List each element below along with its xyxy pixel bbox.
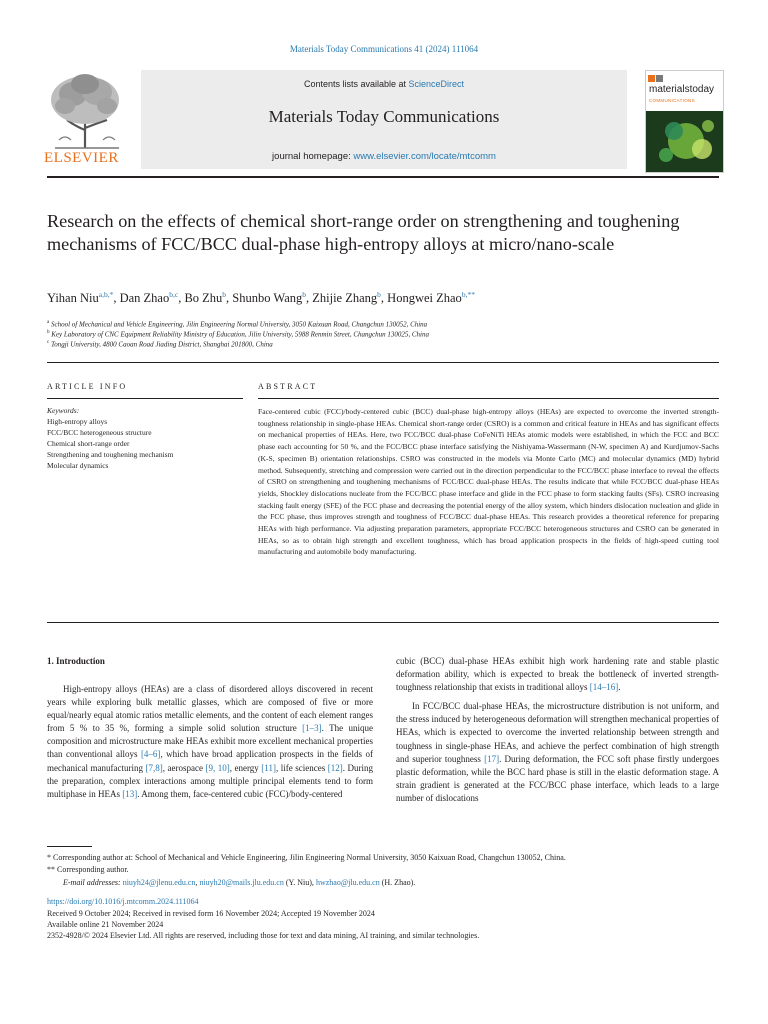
email-separator: ,: [195, 878, 200, 887]
citation-link[interactable]: [12]: [327, 762, 343, 773]
journal-cover-thumbnail[interactable]: [645, 70, 724, 173]
citation-link[interactable]: [9, 10]: [205, 762, 230, 773]
affiliation-marker: a: [47, 320, 50, 325]
author-affiliation-marker[interactable]: b: [222, 290, 227, 299]
intro-paragraph: [396, 700, 719, 805]
citation-link[interactable]: [7,8]: [145, 762, 163, 773]
cover-title: [649, 85, 714, 95]
cover-subtitle: COMMUNICATIONS: [649, 98, 695, 103]
body-text: , energy: [229, 762, 262, 773]
affiliation-text: Tongji University, 4800 Caoan Road Jiading District, Shanghai 201800, China: [50, 340, 273, 349]
journal-citation[interactable]: Materials Today Communications 41 (2024) 111064: [289, 44, 479, 54]
citation-link[interactable]: [17]: [484, 753, 500, 764]
copyright-line: 2352-4928/© 2024 Elsevier Ltd. All rights are reserved, including those for text and data mining, AI training, and similar technologies.: [47, 931, 480, 940]
author-affiliation-marker[interactable]: b,c: [169, 290, 179, 299]
keyword-item: High-entropy alloys: [47, 417, 108, 426]
author-affiliation-marker[interactable]: b,**: [461, 290, 475, 299]
author-name: Shunbo Wang: [232, 291, 303, 306]
affiliation-b: [47, 330, 429, 338]
elsevier-tree-icon: [45, 70, 129, 150]
author-list: Yihan Niu$^{a,b,*}$, Dan Zhao$^{b,c}$, Bo Zhu$^b$, Shunbo Wang$^b$, Zhijie Zhang$^b$, Hongwei Zhao$^{b,**}$: [47, 290, 475, 306]
affiliation-a: [47, 320, 427, 328]
affiliation-marker: c: [47, 340, 50, 345]
body-text: High-entropy alloys (HEAs) are a class of disordered alloys discovered in recent years while exploring bulk metallic glasses, which are composed of five or more equal/nearly equal atomic ratios metallic elements, and the content of each element ranges from 5 % to 35 %, forming a simple solid solution structure: [47, 684, 373, 734]
doi-link[interactable]: https://doi.org/10.1016/j.mtcomm.2024.111064: [47, 897, 199, 906]
keyword-item: FCC/BCC heterogeneous structure: [47, 428, 152, 437]
author-name: Yihan Niu: [47, 291, 99, 306]
citation-link[interactable]: [11]: [261, 762, 276, 773]
body-text: cubic (BCC) dual-phase HEAs exhibit high work hardening rate and stable plastic deformation ability, which is expected to break the bottleneck of inverted strength-toughness relationship that exists in traditional alloys: [396, 656, 719, 693]
author-name: Dan Zhao: [119, 291, 170, 306]
keyword-item: Molecular dynamics: [47, 461, 109, 470]
intro-paragraph: [396, 655, 719, 694]
keyword-item: Strengthening and toughening mechanism: [47, 450, 174, 459]
author-affiliation-marker[interactable]: b: [377, 290, 381, 299]
citation-link[interactable]: [14–16]: [589, 682, 619, 693]
body-text: , which have broad application prospects in the fields of mechanical manufacturing: [47, 749, 373, 773]
cover-title-1: materials: [649, 84, 690, 95]
sciencedirect-link[interactable]: ScienceDirect: [408, 79, 465, 89]
corresponding-author-note-2: ** Corresponding author.: [47, 865, 129, 874]
body-column-right: [396, 655, 719, 805]
contents-prefix: Contents lists available at: [303, 79, 409, 89]
affiliation-text: Key Laboratory of CNC Equipment Reliability Ministry of Education, Jilin University, 5988 Renmin Street, Changchun 130025, China: [51, 330, 429, 339]
author-affiliation-marker[interactable]: b: [302, 290, 306, 299]
body-text: . The unique composition and microstructure make HEAs exhibit more excellent mechanical properties than conventional alloys: [47, 723, 373, 760]
author-name: Hongwei Zhao: [387, 291, 462, 306]
author-affiliation-marker[interactable]: a,b,*: [98, 290, 114, 299]
journal-name: Materials Today Communications: [268, 107, 500, 126]
body-text: .: [618, 682, 621, 693]
header-rule: [47, 176, 719, 178]
homepage-prefix: journal homepage:: [272, 151, 354, 162]
keywords-label: Keywords:: [47, 406, 80, 415]
elsevier-wordmark: ELSEVIER: [44, 150, 119, 166]
affiliation-marker: b: [47, 330, 50, 335]
introduction-heading: 1. Introduction: [47, 656, 105, 666]
available-online: Available online 21 November 2024: [47, 920, 164, 929]
body-text: . Among them, face-centered cubic (FCC)/body-centered: [137, 788, 343, 799]
email-link[interactable]: niuyh24@jlenu.edu.cn: [122, 878, 196, 887]
email-addresses: [63, 878, 415, 887]
keyword-item: Chemical short-range order: [47, 439, 130, 448]
contents-line: [141, 79, 627, 89]
email-label: E-mail addresses:: [63, 878, 123, 887]
citation-link[interactable]: [1–3]: [302, 723, 322, 734]
citation-link[interactable]: [13]: [122, 788, 138, 799]
body-text: , life sciences: [275, 762, 328, 773]
intro-paragraph: [47, 683, 373, 801]
affiliation-text: School of Mechanical and Vehicle Engineering, Jilin Engineering Normal University, 3050 Kaixuan Road, Changchun 130052, China: [50, 320, 428, 329]
author-name: Zhijie Zhang: [312, 291, 378, 306]
email-owner: (H. Zhao).: [379, 878, 416, 887]
homepage-link[interactable]: www.elsevier.com/locate/mtcomm: [353, 151, 496, 162]
corresponding-author-note: * Corresponding author at: School of Mechanical and Vehicle Engineering, Jilin Engineering Normal University, 3050 Kaixuan Road, Changchun 130052, China.: [47, 853, 566, 862]
author-name: Bo Zhu: [184, 291, 223, 306]
citation-link[interactable]: [4–6]: [140, 749, 161, 760]
body-column-left: [47, 683, 373, 801]
body-text: In FCC/BCC dual-phase HEAs, the microstructure distribution is not uniform, and the stress induced by heterogeneous deformation will strengthen mechanical properties of HEAs, which is expected to overcome the inverted relationship between strength and toughness in single-phase HEAs, and achieve the perfect combination of high strength and superior toughness: [396, 701, 719, 764]
cover-title-2: today: [689, 84, 715, 95]
homepage-line: [141, 151, 627, 162]
article-title: Research on the effects of chemical short-range order on strengthening and toughening mechanisms of FCC/BCC dual-phase high-entropy alloys at micro/nano-scale: [47, 211, 680, 254]
abstract-body: Face-centered cubic (FCC)/body-centered cubic (BCC) dual-phase high-entropy alloys (HEAs) are expected to overcome the inverted strength-toughness relationship in single-phase HEAs. Chemical short-range order (CSRO) is a common and critical feature in HEAs and has significant effects on mechanical properties of HEAs. Here, two FCC/BCC dual-phase CoFeNiTi HEAs atomic models were established, in which the FCC and BCC phase each accounting for 50 %, and the FCC/BCC phase interface satisfying the Nishiyama-Wassermann (N-W, specimen A) and Kurdjumov-Sachs (K-S, specimen B) orientation relationships. CSRO was constructed in the models via Monte Carlo (MC) and molecular dynamics (MD) hybrid method. Subsequently, stretching and compression were carried out in the direction perpendicular to the FCC/BCC phase interface to reveal the effects of CSRO on strengthening and toughening mechanisms of FCC/BCC dual-phase HEAs. The results indicate that while FCC/BCC dual-phase HEAs yields, Shockley dislocations nucleate from the FCC/BCC phase interface and glide in the FCC phase to form stacking faults (SFs). CSRO increasing stacking fault energy (SFE) of the FCC phase and decreasing the potential energy of the alloy system, which hinders dislocation nucleation and glide in the FCC phase, thus improves strength and toughness of FCC/BCC dual-phase HEAs. This research provides a theoretical reference for preparing HEAs with high performance. Via adjusting preparation parameters, appropriate FCC/BCC heterogeneous structures and CSRO can be generated in HEAs, so as to obtain high strength and excellent toughness, which has broad application prospects in the fields of high-speed cutting tool manufacturing and automobile body manufacturing.: [258, 407, 719, 557]
body-text: , aerospace: [162, 762, 206, 773]
article-info-heading: ARTICLE INFO: [47, 382, 128, 391]
abstract-end-rule: [47, 622, 719, 623]
section-rule: [47, 362, 719, 363]
email-link[interactable]: niuyh20@mails.jlu.edu.cn: [199, 878, 284, 887]
abstract-rule: [258, 398, 719, 399]
affiliation-c: [47, 340, 273, 348]
body-text: . During the preparation, complex interactions among multiple principal elements tend to form multiphase in HEAs: [47, 762, 373, 799]
email-owner: (Y. Niu),: [283, 878, 316, 887]
footnote-rule: [47, 846, 92, 847]
received-dates: Received 9 October 2024; Received in revised form 16 November 2024; Accepted 19 November 2024: [47, 909, 375, 918]
email-link[interactable]: hwzhao@jlu.edu.cn: [315, 878, 380, 887]
article-info-rule: [47, 398, 243, 399]
body-text: . During deformation, the FCC soft phase firstly undergoes plastic deformation, while the BCC hard phase is still in the elastic deformation stage. A strain gradient is generated at the FCC/BCC phase interface, which leads to a large number of dislocations: [396, 753, 719, 803]
abstract-heading: ABSTRACT: [258, 382, 318, 391]
